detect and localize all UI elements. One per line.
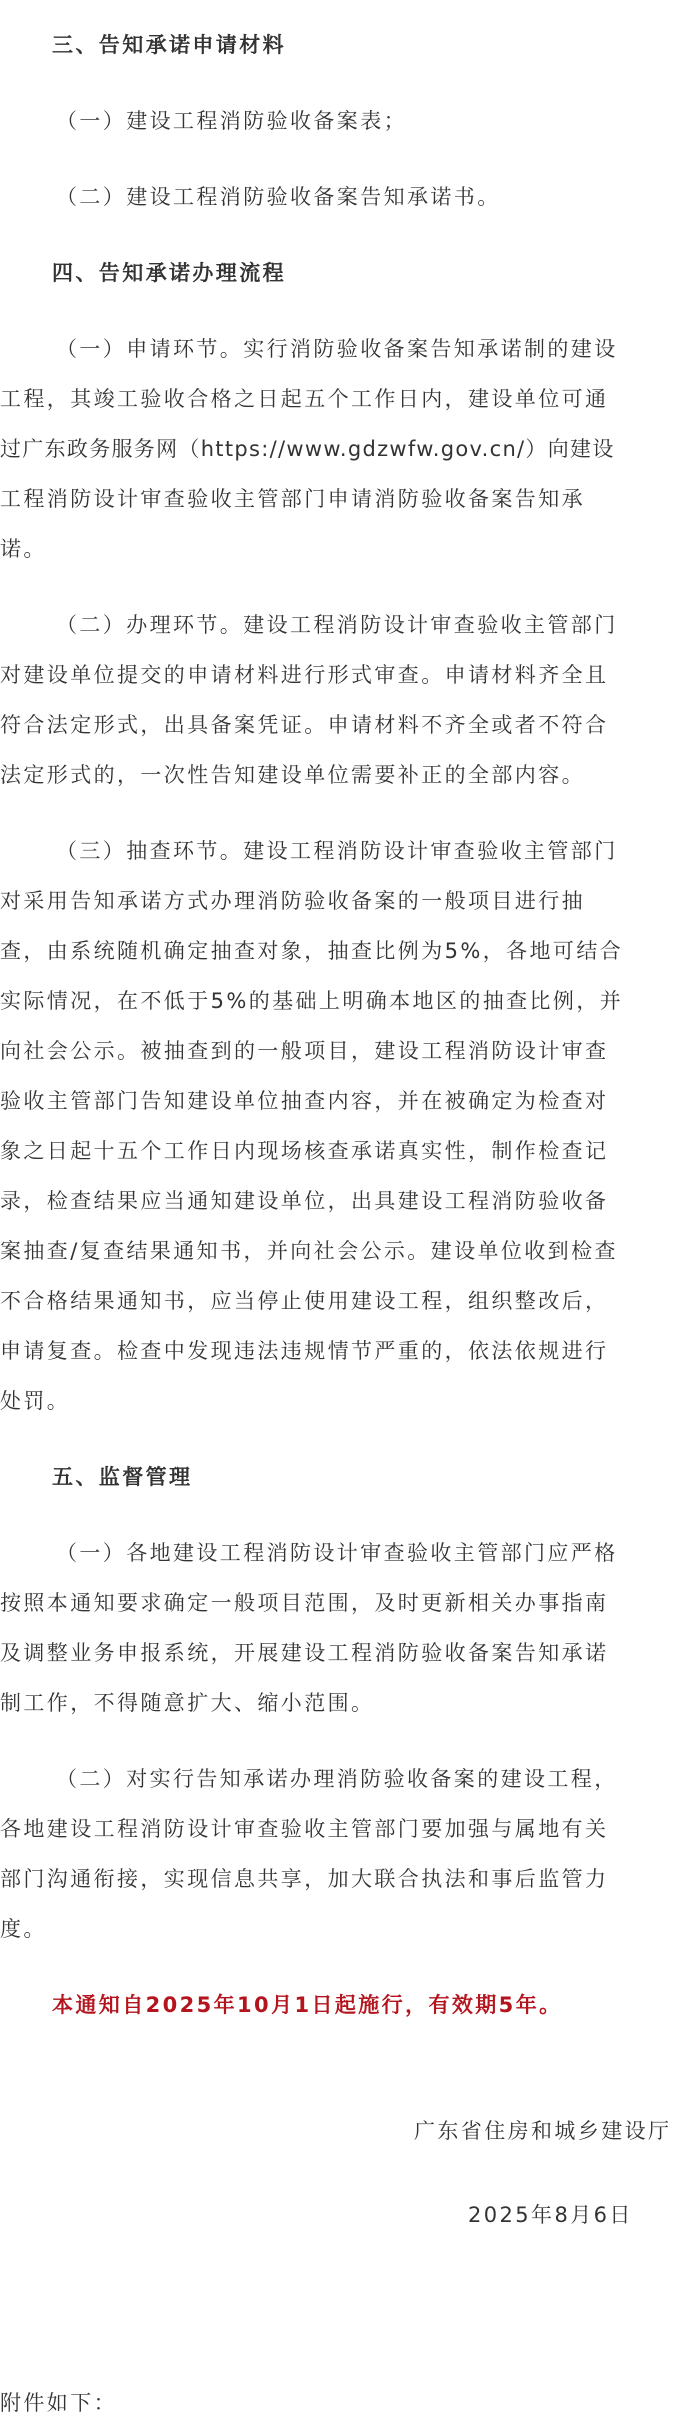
paragraph-line: 制工作，不得随意扩大、缩小范围。 <box>0 1691 375 1715</box>
paragraph-line: 实际情况，在不低于5%的基础上明确本地区的抽查比例，并 <box>0 989 624 1013</box>
paragraph-line: 度。 <box>0 1917 47 1941</box>
paragraph-line: 象之日起十五个工作日内现场核查承诺真实性，制作检查记 <box>0 1139 609 1163</box>
paragraph-line: 及调整业务申报系统，开展建设工程消防验收备案告知承诺 <box>0 1641 609 1665</box>
paragraph-line: 过广东政务服务网（https://www.gdzwfw.gov.cn/）向建设 <box>0 437 615 461</box>
paragraph-line: （一）各地建设工程消防设计审查验收主管部门应严格 <box>56 1541 618 1565</box>
list-item: （一）建设工程消防验收备案表； <box>56 109 407 133</box>
issue-date: 2025年8月6日 <box>468 2203 633 2227</box>
paragraph-line: 录，检查结果应当通知建设单位，出具建设工程消防验收备 <box>0 1189 609 1213</box>
paragraph-line: 对建设单位提交的申请材料进行形式审查。申请材料齐全且 <box>0 663 609 687</box>
paragraph-line: （一）申请环节。实行消防验收备案告知承诺制的建设 <box>56 337 618 361</box>
paragraph-line: （三）抽查环节。建设工程消防设计审查验收主管部门 <box>56 839 618 863</box>
paragraph-line: 不合格结果通知书，应当停止使用建设工程，组织整改后， <box>0 1289 609 1313</box>
effective-date-notice: 本通知自2025年10月1日起施行，有效期5年。 <box>52 1993 563 2017</box>
paragraph-line: 工程，其竣工验收合格之日起五个工作日内，建设单位可通 <box>0 387 609 411</box>
section-heading-4: 四、告知承诺办理流程 <box>52 261 286 285</box>
section-heading-5: 五、监督管理 <box>52 1465 193 1489</box>
paragraph-line: 部门沟通衔接，实现信息共享，加大联合执法和事后监管力 <box>0 1867 609 1891</box>
section-heading-3: 三、告知承诺申请材料 <box>52 33 286 57</box>
paragraph-line: 案抽查/复查结果通知书，并向社会公示。建设单位收到检查 <box>0 1239 618 1263</box>
paragraph-line: （二）办理环节。建设工程消防设计审查验收主管部门 <box>56 613 618 637</box>
paragraph-line: 向社会公示。被抽查到的一般项目，建设工程消防设计审查 <box>0 1039 609 1063</box>
paragraph-line: （二）对实行告知承诺办理消防验收备案的建设工程， <box>56 1767 618 1791</box>
issuing-organization: 广东省住房和城乡建设厅 <box>414 2119 672 2143</box>
paragraph-line: 各地建设工程消防设计审查验收主管部门要加强与属地有关 <box>0 1817 609 1841</box>
attachments-label: 附件如下： <box>0 2391 117 2415</box>
paragraph-line: 符合法定形式，出具备案凭证。申请材料不齐全或者不符合 <box>0 713 609 737</box>
paragraph-line: 诺。 <box>0 537 47 561</box>
list-item: （二）建设工程消防验收备案告知承诺书。 <box>56 185 501 209</box>
paragraph-line: 按照本通知要求确定一般项目范围，及时更新相关办事指南 <box>0 1591 609 1615</box>
paragraph-line: 工程消防设计审查验收主管部门申请消防验收备案告知承 <box>0 487 585 511</box>
paragraph-line: 查，由系统随机确定抽查对象，抽查比例为5%，各地可结合 <box>0 939 624 963</box>
paragraph-line: 验收主管部门告知建设单位抽查内容，并在被确定为检查对 <box>0 1089 609 1113</box>
paragraph-line: 处罚。 <box>0 1389 71 1413</box>
paragraph-line: 法定形式的，一次性告知建设单位需要补正的全部内容。 <box>0 763 585 787</box>
paragraph-line: 申请复查。检查中发现违法违规情节严重的，依法依规进行 <box>0 1339 609 1363</box>
paragraph-line: 对采用告知承诺方式办理消防验收备案的一般项目进行抽 <box>0 889 585 913</box>
